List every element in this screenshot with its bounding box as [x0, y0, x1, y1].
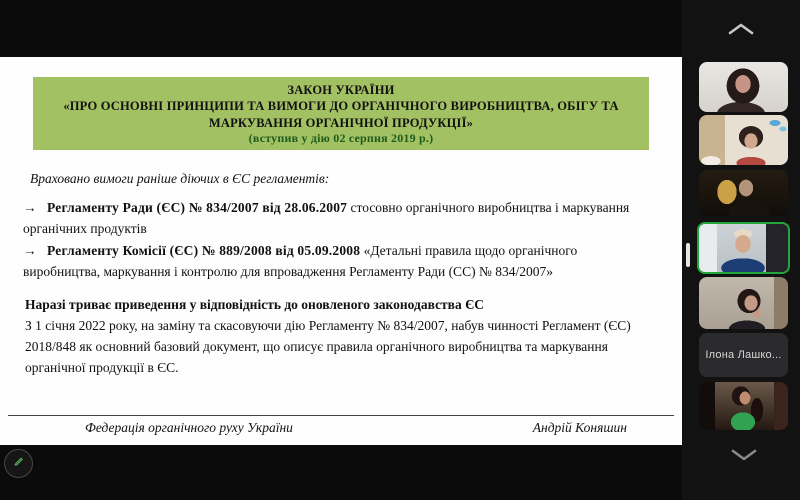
footer-divider: [8, 415, 674, 416]
update-heading: Наразі триває приведення у відповідність до оновленого законодавства ЄС: [25, 297, 485, 312]
slide-update-paragraph: [25, 295, 649, 379]
expand-panel-button[interactable]: [730, 448, 758, 462]
participant-video-3[interactable]: [699, 170, 788, 216]
slide-bullet-1: [23, 198, 645, 240]
participant-name-card[interactable]: [699, 333, 788, 377]
participant-video-2[interactable]: [699, 115, 788, 165]
slide-footer: [0, 420, 682, 436]
slide-intro-text: Враховано вимоги раніше діючих в ЄС регламентів:: [30, 171, 330, 186]
bullet-2-rest: «Детальні правила щодо органічного виробництва, маркування і контролю для впровадження Регламенту Ради (СС) № 834/2007»: [23, 243, 578, 279]
slide-subtitle: (вступив у дію 02 серпня 2019 р.): [248, 130, 434, 145]
bullet-1-bold: Регламенту Ради (ЄС) № 834/2007 від 28.06.2007: [47, 200, 348, 215]
chevron-down-icon: [730, 449, 758, 466]
participant-video-7[interactable]: [699, 382, 788, 430]
slide-title-box: [33, 77, 649, 150]
chevron-up-icon: [727, 23, 755, 40]
slide-bullet-2: [23, 241, 645, 283]
collapse-panel-button[interactable]: [727, 22, 755, 36]
arrow-icon: →: [23, 200, 37, 215]
presentation-slide: [0, 57, 682, 445]
footer-organization: Федерація органічного руху України: [85, 420, 293, 435]
footer-author: Андрій Коняшин: [532, 420, 627, 435]
slide-title-line3: МАРКУВАННЯ ОРГАНІЧНОЇ ПРОДУКЦІЇ»: [208, 115, 474, 130]
pencil-icon: [12, 455, 25, 473]
annotate-button[interactable]: [4, 449, 33, 478]
participant-video-4-active-speaker[interactable]: [697, 222, 790, 274]
participants-scrollbar[interactable]: [686, 243, 690, 267]
participant-video-1[interactable]: [699, 62, 788, 112]
arrow-icon: →: [23, 243, 37, 258]
bullet-1-rest: стосовно органічного виробництва і маркування органічних продуктів: [23, 200, 630, 236]
participant-name-label: Ілона Лашко...: [705, 349, 782, 361]
slide-title-line2: «ПРО ОСНОВНІ ПРИНЦИПИ ТА ВИМОГИ ДО ОРГАНІЧНОГО ВИРОБНИЦТВА, ОБІГУ ТА: [63, 99, 619, 114]
bullet-2-bold: Регламенту Комісії (ЄС) № 889/2008 від 05.09.2008: [47, 243, 361, 258]
slide-title-line1: ЗАКОН УКРАЇНИ: [287, 83, 395, 97]
participants-panel: [682, 0, 800, 500]
update-body: З 1 січня 2022 року, на заміну та скасовуючи дію Регламенту № 834/2007, набув чинності Регламент (ЄС) 2018/848 як основний базовий документ, що описує правила органічного виробництва та маркування органічної продукції в ЄС.: [25, 317, 631, 375]
participant-video-5[interactable]: [699, 277, 788, 329]
